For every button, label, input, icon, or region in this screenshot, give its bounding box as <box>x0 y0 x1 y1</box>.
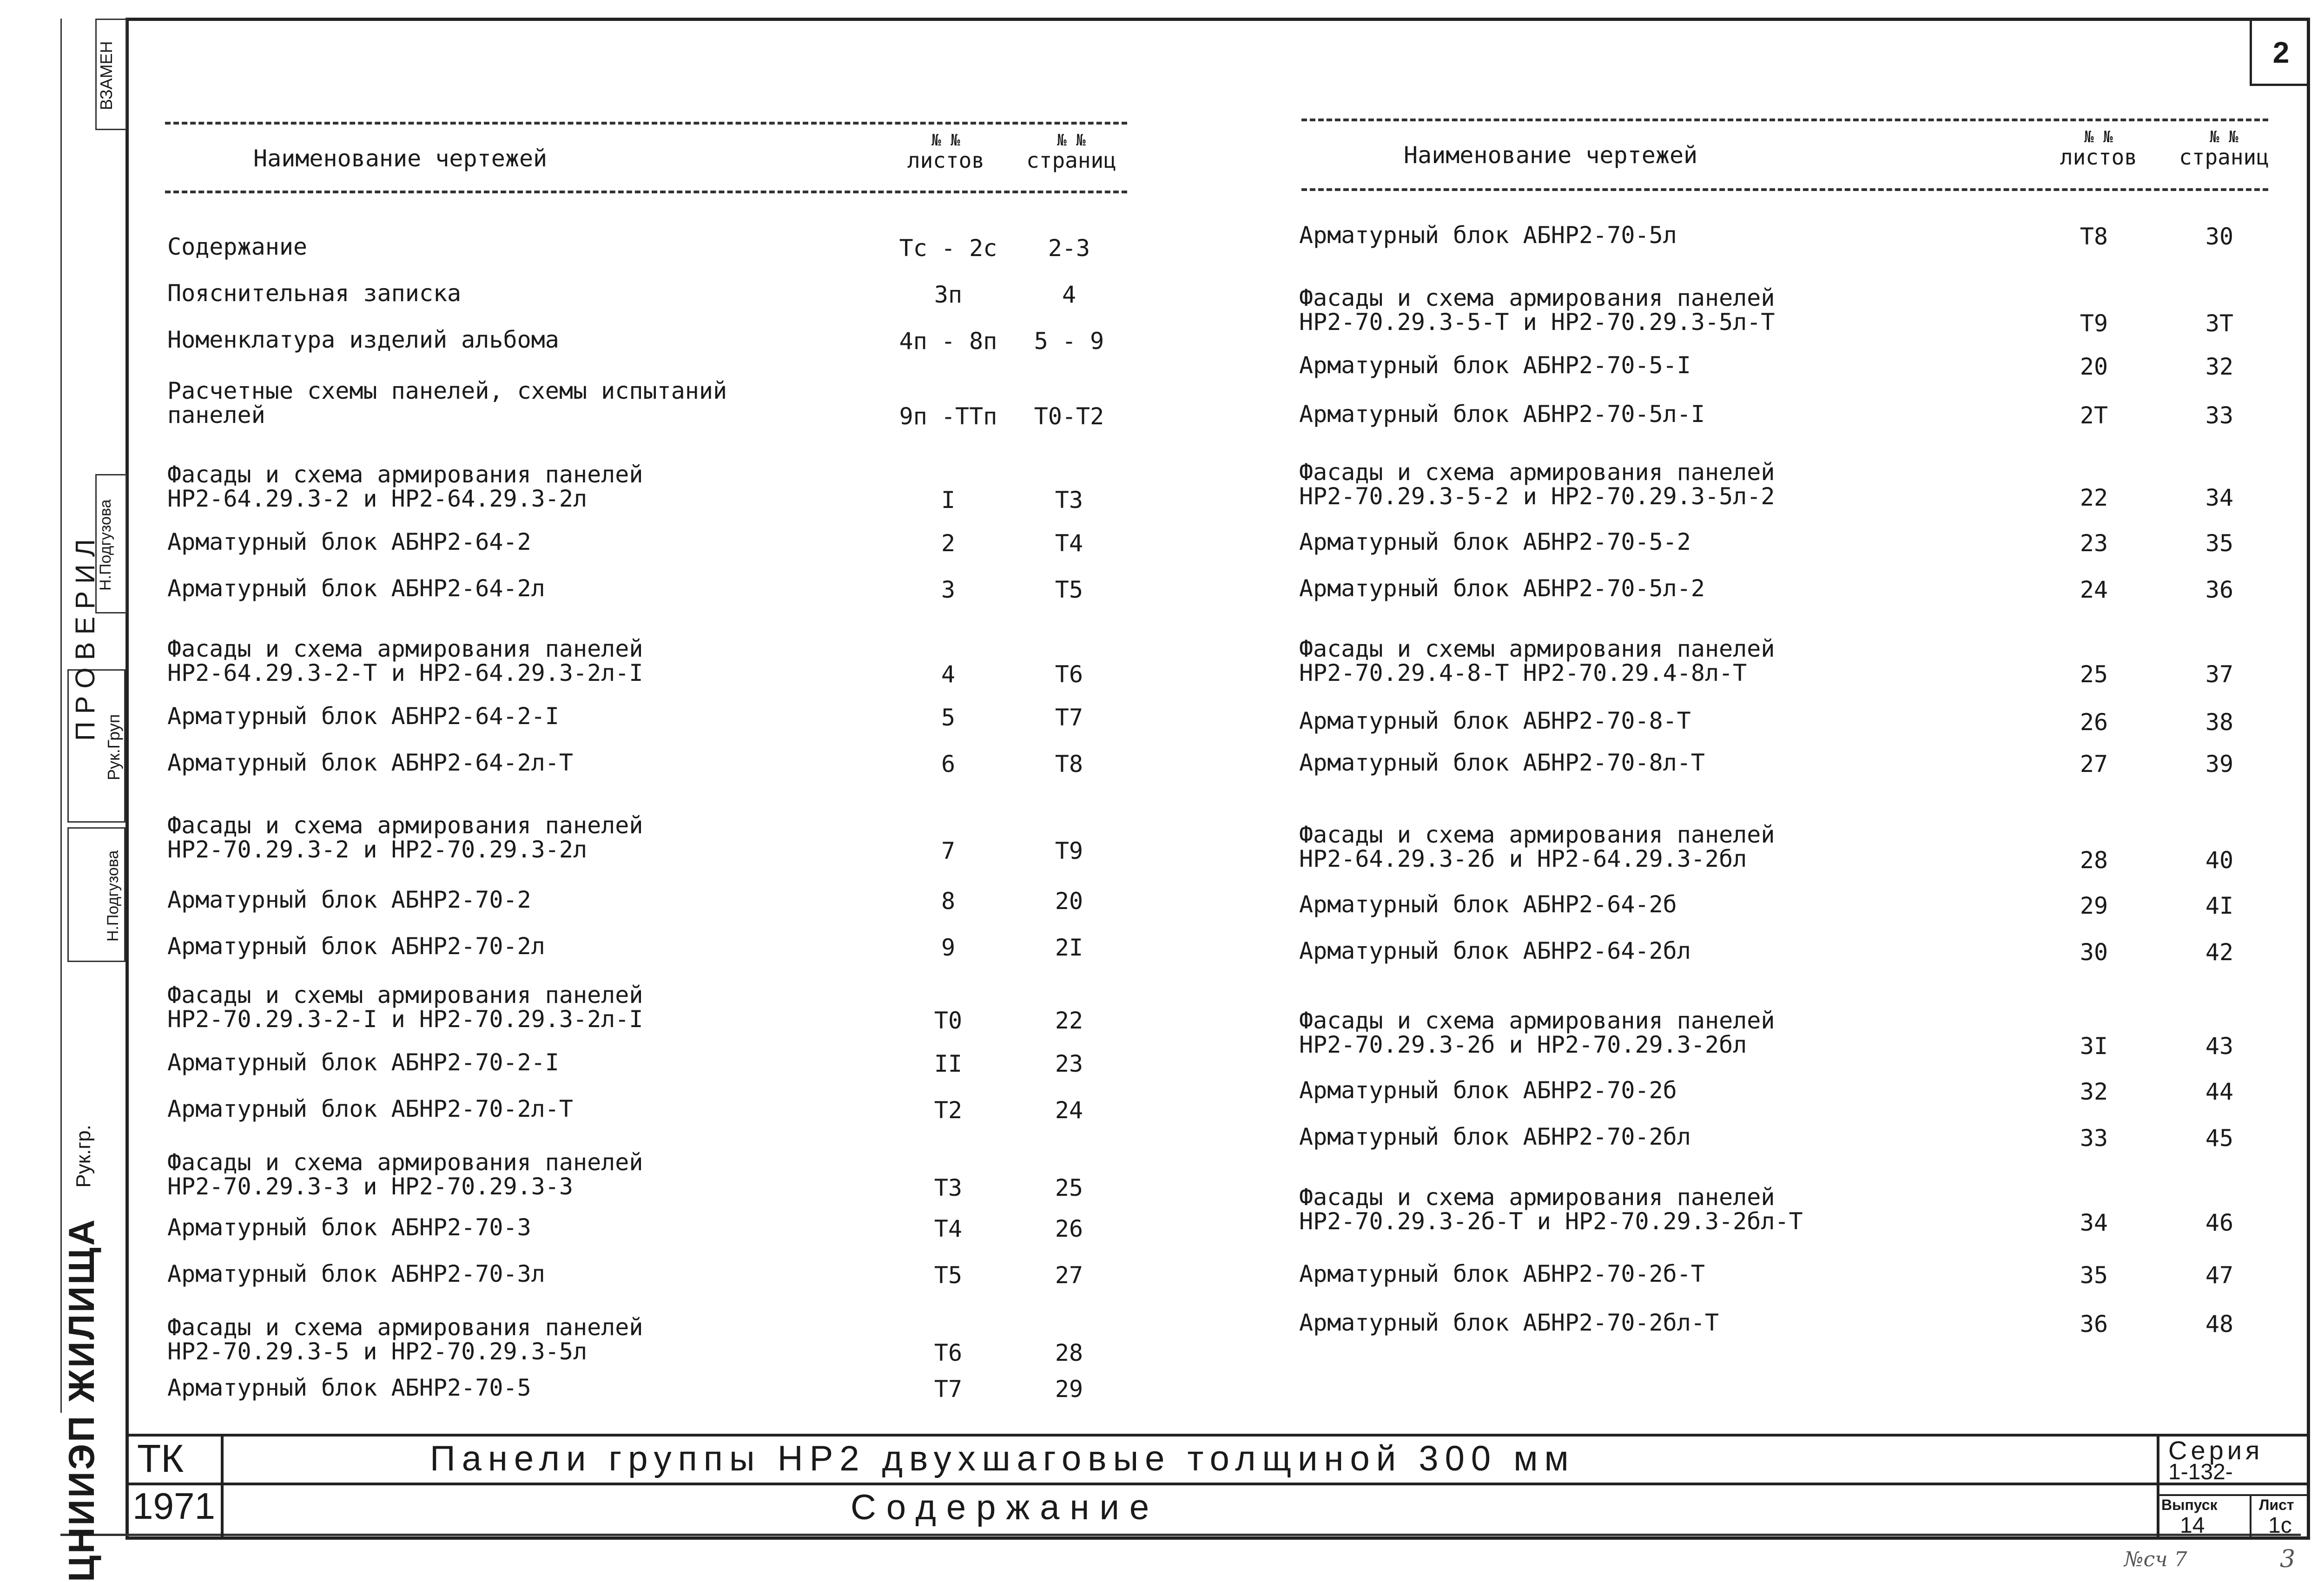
right-row-name: Арматурный блок АБНР2-64-2бл <box>1299 937 1691 964</box>
left-header-bottom-rule <box>165 191 1127 193</box>
left-row-name: Пояснительная записка <box>167 280 462 307</box>
right-row-sheets: 34 <box>2080 1209 2108 1236</box>
drawing-frame <box>125 18 2310 1540</box>
left-row-name: Фасады и схема армирования панелей НР2-70.29.3-5 и НР2-70.29.3-5л <box>167 1314 643 1365</box>
side-stamp-podguzova-2: Н.Подгузова <box>104 850 122 942</box>
title-block-mid-line <box>125 1483 2310 1485</box>
left-row-pages: Т5 <box>1055 576 1083 603</box>
title-block-top-line <box>125 1434 2310 1437</box>
right-row-sheets: 30 <box>2080 939 2108 966</box>
side-stamp-org: ЦНИИЭП ЖИЛИЩА <box>61 1218 102 1582</box>
left-row-pages: Т9 <box>1055 837 1083 864</box>
title-block-sheet-label: Лист <box>2259 1496 2294 1513</box>
right-row-sheets: 32 <box>2080 1078 2108 1105</box>
title-block-issue-label: Выпуск <box>2161 1496 2218 1513</box>
left-row-sheets: 5 <box>941 704 956 731</box>
left-row-name: Расчетные схемы панелей, схемы испытаний панелей <box>167 377 727 428</box>
title-block-year: 1971 <box>132 1485 215 1527</box>
left-row-pages: Т0-Т2 <box>1034 403 1104 430</box>
right-row-name: Арматурный блок АБНР2-70-5-I <box>1299 352 1691 379</box>
left-header-sheets-label: листов <box>907 147 985 173</box>
right-row-sheets: 23 <box>2080 530 2108 557</box>
left-row-sheets: 3 <box>941 576 956 603</box>
title-block-sheet-value: 1с <box>2268 1513 2292 1538</box>
left-row-sheets: Т4 <box>934 1215 963 1242</box>
left-row-pages: Т8 <box>1055 751 1083 778</box>
left-row-sheets: Т3 <box>934 1174 963 1201</box>
right-row-name: Арматурный блок АБНР2-70-2б <box>1299 1077 1677 1104</box>
right-row-pages: 37 <box>2205 661 2234 688</box>
left-row-sheets: 7 <box>941 837 956 864</box>
left-row-pages: Т3 <box>1055 487 1083 514</box>
left-row-sheets: 3п <box>934 281 963 308</box>
left-row-pages: 23 <box>1055 1050 1083 1077</box>
left-row-name: Арматурный блок АБНР2-70-3 <box>167 1214 531 1241</box>
right-row-name: Фасады и схема армирования панелей НР2-70.29.3-5-2 и НР2-70.29.3-5л-2 <box>1299 459 1775 510</box>
right-row-pages: 39 <box>2205 751 2234 778</box>
right-row-name: Фасады и схема армирования панелей НР2-70.29.3-2б-Т и НР2-70.29.3-2бл-Т <box>1299 1184 1803 1235</box>
right-header-top-rule <box>1301 119 2268 121</box>
right-header-sheets-top: № № <box>2084 128 2113 146</box>
left-row-pages: 2I <box>1055 934 1083 961</box>
title-block-left-divider <box>221 1434 224 1538</box>
right-row-name: Арматурный блок АБНР2-70-5-2 <box>1299 528 1691 555</box>
right-row-pages: 32 <box>2205 353 2234 380</box>
right-row-name: Арматурный блок АБНР2-70-2бл-Т <box>1299 1309 1719 1336</box>
title-block-series-value: 1-132- <box>2168 1460 2233 1484</box>
footer-page: 3 <box>2280 1545 2296 1573</box>
title-block-subtitle: Содержание <box>851 1488 1160 1527</box>
left-row-sheets: 4п - 8п <box>899 328 997 355</box>
right-header-sheets <box>2050 129 2147 168</box>
left-header-top-rule <box>165 122 1127 125</box>
right-row-pages: 48 <box>2205 1311 2234 1338</box>
right-row-name: Арматурный блок АБНР2-70-8л-Т <box>1299 749 1705 776</box>
left-row-sheets: 9 <box>941 934 956 961</box>
left-row-name: Арматурный блок АБНР2-64-2л-Т <box>167 749 573 776</box>
left-row-sheets: II <box>934 1050 963 1077</box>
left-row-pages: 29 <box>1055 1376 1083 1403</box>
right-header-pages <box>2168 129 2280 168</box>
right-row-pages: 33 <box>2205 402 2234 429</box>
right-row-pages: 30 <box>2205 223 2234 250</box>
right-row-name: Арматурный блок АБНР2-64-2б <box>1299 891 1677 918</box>
right-row-sheets: 26 <box>2080 709 2108 736</box>
right-row-sheets: 2Т <box>2080 402 2108 429</box>
left-row-sheets: I <box>941 487 956 514</box>
right-row-pages: 38 <box>2205 709 2234 736</box>
right-row-pages: 42 <box>2205 939 2234 966</box>
right-row-name: Арматурный блок АБНР2-70-2б-Т <box>1299 1260 1705 1287</box>
right-row-sheets: 25 <box>2080 661 2108 688</box>
right-row-pages: 47 <box>2205 1262 2234 1289</box>
right-row-pages: 45 <box>2205 1125 2234 1152</box>
left-row-sheets: Тс - 2с <box>899 235 997 262</box>
side-stamp-ruk-gr-wrap <box>72 1125 95 1188</box>
right-row-pages: 34 <box>2205 484 2234 511</box>
left-row-name: Арматурный блок АБНР2-70-2-I <box>167 1049 559 1076</box>
left-row-name: Фасады и схема армирования панелей НР2-70.29.3-2 и НР2-70.29.3-2л <box>167 812 643 863</box>
right-row-pages: 35 <box>2205 530 2234 557</box>
left-row-name: Арматурный блок АБНР2-70-2л-Т <box>167 1095 573 1122</box>
right-row-sheets: 29 <box>2080 892 2108 919</box>
left-row-sheets: Т6 <box>934 1339 963 1366</box>
left-row-name: Фасады и схема армирования панелей НР2-64.29.3-2 и НР2-64.29.3-2л <box>167 461 643 512</box>
left-row-sheets: 4 <box>941 661 956 688</box>
right-row-pages: 43 <box>2205 1033 2234 1060</box>
left-row-sheets: Т2 <box>934 1097 963 1124</box>
side-stamp-org-wrap <box>60 1218 103 1582</box>
right-header-name: Наименование чертежей <box>1404 142 1698 169</box>
right-row-sheets: 27 <box>2080 751 2108 778</box>
right-header-pages-top: № № <box>2210 128 2238 146</box>
title-block-issue-divider <box>2250 1494 2251 1538</box>
right-row-sheets: 35 <box>2080 1262 2108 1289</box>
side-border-line <box>60 19 62 1413</box>
title-block-series-label: Серия <box>2168 1436 2264 1465</box>
left-header-pages <box>1016 132 1127 171</box>
left-row-sheets: Т0 <box>934 1007 963 1034</box>
left-row-name: Арматурный блок АБНР2-70-2л <box>167 933 545 960</box>
left-row-pages: Т7 <box>1055 704 1083 731</box>
right-row-name: Арматурный блок АБНР2-70-5л <box>1299 222 1677 249</box>
left-row-pages: 22 <box>1055 1007 1083 1034</box>
right-row-pages: 4I <box>2205 892 2234 919</box>
left-row-name: Арматурный блок АБНР2-70-3л <box>167 1260 545 1287</box>
left-row-pages: 5 - 9 <box>1034 328 1104 355</box>
side-stamp-podguzova-box-2 <box>67 827 125 962</box>
side-stamp-vzam-box <box>95 19 127 130</box>
left-row-sheets: Т7 <box>934 1376 963 1403</box>
left-row-name: Арматурный блок АБНР2-64-2л <box>167 575 545 602</box>
right-row-name: Фасады и схемы армирования панелей НР2-70.29.4-8-Т НР2-70.29.4-8л-Т <box>1299 635 1775 686</box>
left-row-name: Номенклатура изделий альбома <box>167 326 559 353</box>
title-block-right-divider <box>2157 1434 2159 1538</box>
right-header-pages-label: страниц <box>2179 144 2269 170</box>
title-block-series-line <box>2157 1494 2310 1496</box>
right-header-sheets-label: листов <box>2060 144 2138 170</box>
left-row-pages: 2-3 <box>1048 235 1090 262</box>
left-row-sheets: 2 <box>941 530 956 557</box>
right-row-sheets: 28 <box>2080 847 2108 874</box>
title-block-code: ТК <box>137 1437 184 1480</box>
right-row-sheets: Т9 <box>2080 310 2108 337</box>
left-row-name: Фасады и схема армирования панелей НР2-70.29.3-3 и НР2-70.29.3-3 <box>167 1149 643 1200</box>
left-row-sheets: Т5 <box>934 1262 963 1289</box>
left-row-name: Содержание <box>167 233 308 260</box>
side-stamp-podguzova-1: Н.Подгузова <box>97 499 114 591</box>
right-row-name: Арматурный блок АБНР2-70-5л-I <box>1299 401 1705 428</box>
left-row-pages: 25 <box>1055 1174 1083 1201</box>
bottom-border-line <box>60 1534 2301 1536</box>
right-row-sheets: 3I <box>2080 1033 2108 1060</box>
side-stamp-ruk-grupp: Рук.Груп <box>104 714 123 781</box>
right-row-pages: 44 <box>2205 1078 2234 1105</box>
left-header-name: Наименование чертежей <box>253 145 548 172</box>
left-header-sheets <box>897 132 995 171</box>
right-row-name: Арматурный блок АБНР2-70-2бл <box>1299 1123 1691 1150</box>
side-stamp-ruk-gr: Рук.гр. <box>72 1125 95 1188</box>
side-stamp-proveril-wrap <box>70 539 101 741</box>
left-row-pages: 24 <box>1055 1097 1083 1124</box>
right-row-sheets: 22 <box>2080 484 2108 511</box>
right-row-name: Фасады и схема армирования панелей НР2-70.29.3-5-Т и НР2-70.29.3-5л-Т <box>1299 284 1775 336</box>
left-row-name: Арматурный блок АБНР2-64-2 <box>167 528 531 555</box>
sheet-number: 2 <box>2250 21 2310 86</box>
right-row-name: Фасады и схема армирования панелей НР2-70.29.3-2б и НР2-70.29.3-2бл <box>1299 1007 1775 1058</box>
left-row-name: Фасады и схема армирования панелей НР2-64.29.3-2-Т и НР2-64.29.3-2л-I <box>167 635 643 686</box>
left-row-pages: Т4 <box>1055 530 1083 557</box>
right-row-pages: 3Т <box>2205 310 2234 337</box>
footer-note: №сч 7 <box>2124 1548 2187 1571</box>
left-header-sheets-top: № № <box>931 131 960 150</box>
left-row-name: Арматурный блок АБНР2-70-2 <box>167 886 531 913</box>
right-row-sheets: Т8 <box>2080 223 2108 250</box>
right-row-pages: 36 <box>2205 576 2234 603</box>
right-row-sheets: 24 <box>2080 576 2108 603</box>
right-row-pages: 40 <box>2205 847 2234 874</box>
left-row-name: Фасады и схемы армирования панелей НР2-70.29.3-2-I и НР2-70.29.3-2л-I <box>167 982 643 1033</box>
side-stamp-vzam: ВЗАМЕН <box>97 41 116 111</box>
left-row-pages: Т6 <box>1055 661 1083 688</box>
right-row-pages: 46 <box>2205 1209 2234 1236</box>
right-header-bottom-rule <box>1301 188 2268 191</box>
right-row-sheets: 20 <box>2080 353 2108 380</box>
left-header-pages-top: № № <box>1057 131 1086 150</box>
left-row-pages: 20 <box>1055 888 1083 915</box>
right-row-name: Арматурный блок АБНР2-70-8-Т <box>1299 707 1691 734</box>
left-row-sheets: 8 <box>941 888 956 915</box>
left-row-pages: 28 <box>1055 1339 1083 1366</box>
left-row-name: Арматурный блок АБНР2-70-5 <box>167 1374 531 1401</box>
title-block-title: Панели группы НР2 двухшаговые толщиной 300 мм <box>430 1439 1575 1478</box>
right-row-name: Арматурный блок АБНР2-70-5л-2 <box>1299 575 1705 602</box>
left-row-pages: 27 <box>1055 1262 1083 1289</box>
title-block-issue-value: 14 <box>2180 1513 2205 1538</box>
side-stamp-proveril: П Р О В Е Р И Л <box>70 539 100 741</box>
left-row-sheets: 9п -ТТп <box>899 403 997 430</box>
right-row-name: Фасады и схема армирования панелей НР2-64.29.3-2б и НР2-64.29.3-2бл <box>1299 821 1775 872</box>
right-row-sheets: 36 <box>2080 1311 2108 1338</box>
left-header-pages-label: страниц <box>1026 147 1116 173</box>
left-row-pages: 26 <box>1055 1215 1083 1242</box>
left-row-pages: 4 <box>1062 281 1076 308</box>
left-row-sheets: 6 <box>941 751 956 778</box>
left-row-name: Арматурный блок АБНР2-64-2-I <box>167 703 559 730</box>
right-row-sheets: 33 <box>2080 1125 2108 1152</box>
